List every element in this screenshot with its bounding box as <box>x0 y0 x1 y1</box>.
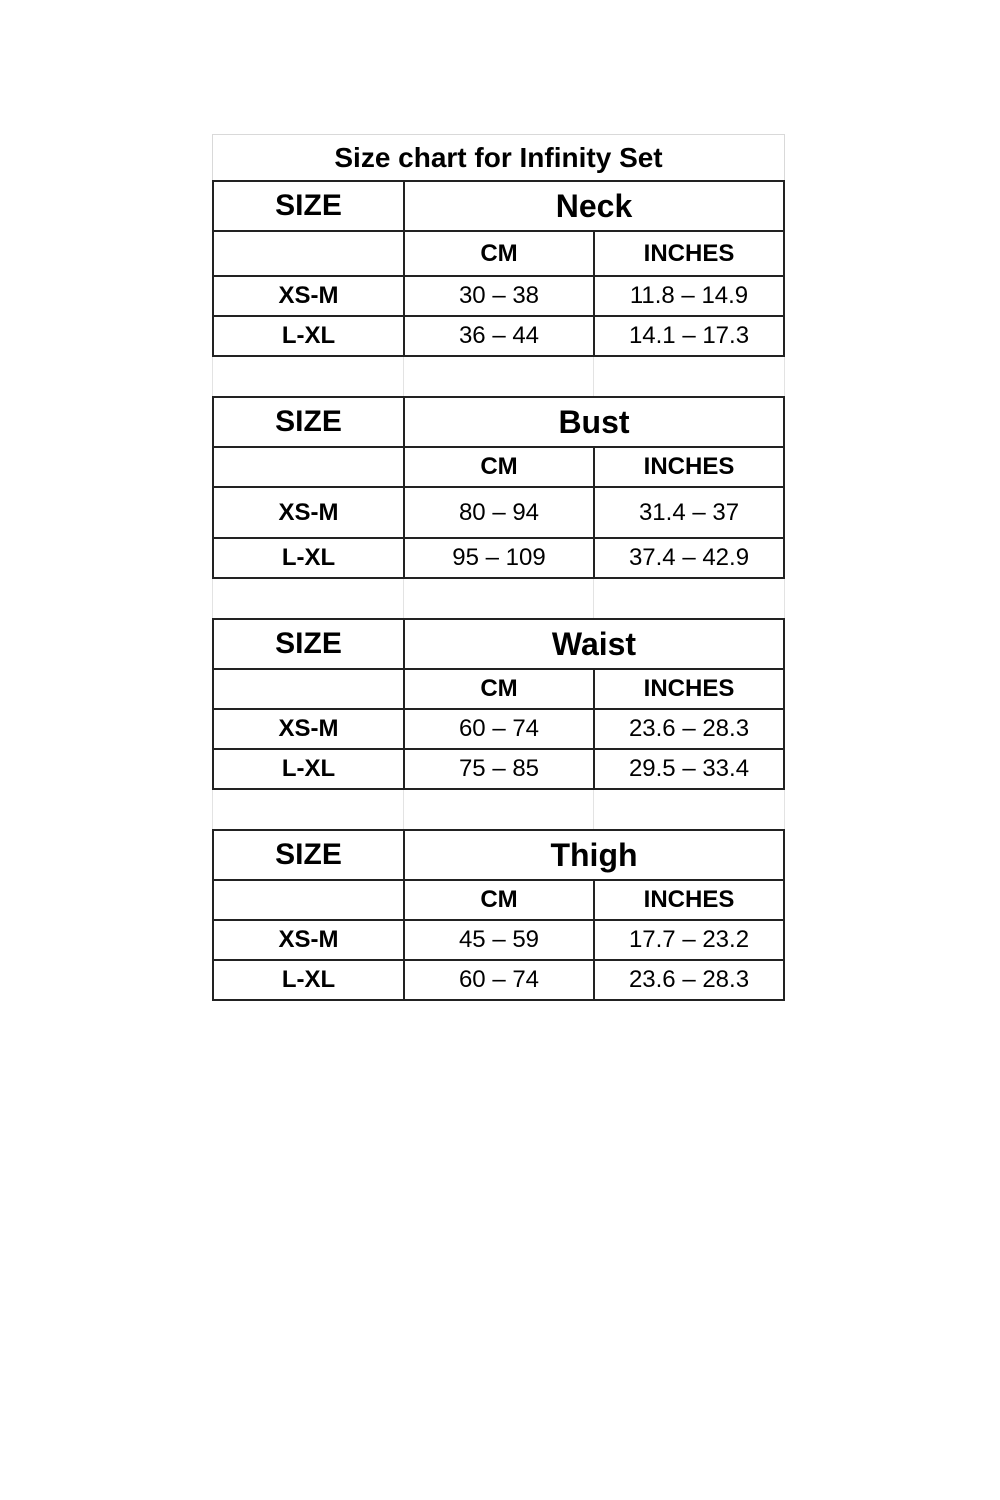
measure-header-thigh: Thigh <box>404 830 784 880</box>
inches-value: 23.6 – 28.3 <box>594 960 784 1000</box>
size-column-header: SIZE <box>213 397 404 447</box>
size-label: XS-M <box>213 709 404 749</box>
cm-column-header: CM <box>404 231 594 276</box>
empty-cell <box>213 880 404 920</box>
table-header-row <box>213 830 784 880</box>
unit-row <box>213 447 784 487</box>
table-header-row <box>213 397 784 447</box>
table-row <box>213 920 784 960</box>
inches-value: 11.8 – 14.9 <box>594 276 784 316</box>
cm-column-header: CM <box>404 669 594 709</box>
measure-header-neck: Neck <box>404 181 784 231</box>
inches-value: 31.4 – 37 <box>594 487 784 538</box>
thigh-size-table <box>212 829 785 1001</box>
table-header-row <box>213 181 784 231</box>
cm-column-header: CM <box>404 880 594 920</box>
table-header-row <box>213 619 784 669</box>
size-label: L-XL <box>213 960 404 1000</box>
spacer-row <box>212 579 785 618</box>
cm-value: 60 – 74 <box>404 709 594 749</box>
inches-column-header: INCHES <box>594 447 784 487</box>
cm-value: 80 – 94 <box>404 487 594 538</box>
empty-cell <box>213 669 404 709</box>
size-label: XS-M <box>213 487 404 538</box>
size-label: L-XL <box>213 316 404 356</box>
inches-column-header: INCHES <box>594 880 784 920</box>
unit-row <box>213 231 784 276</box>
table-row <box>213 487 784 538</box>
cm-value: 30 – 38 <box>404 276 594 316</box>
spacer-row <box>212 790 785 829</box>
bust-size-table <box>212 396 785 579</box>
table-row <box>213 538 784 578</box>
table-row <box>213 709 784 749</box>
size-label: XS-M <box>213 276 404 316</box>
inches-column-header: INCHES <box>594 231 784 276</box>
measure-header-bust: Bust <box>404 397 784 447</box>
size-column-header: SIZE <box>213 619 404 669</box>
cm-value: 75 – 85 <box>404 749 594 789</box>
inches-value: 23.6 – 28.3 <box>594 709 784 749</box>
size-label: XS-M <box>213 920 404 960</box>
size-chart-sheet <box>212 134 785 1001</box>
table-row <box>213 276 784 316</box>
inches-value: 17.7 – 23.2 <box>594 920 784 960</box>
size-label: L-XL <box>213 749 404 789</box>
size-column-header: SIZE <box>213 181 404 231</box>
empty-cell <box>213 447 404 487</box>
neck-size-table <box>212 180 785 357</box>
cm-value: 60 – 74 <box>404 960 594 1000</box>
cm-value: 45 – 59 <box>404 920 594 960</box>
table-row <box>213 316 784 356</box>
measure-header-waist: Waist <box>404 619 784 669</box>
inches-value: 37.4 – 42.9 <box>594 538 784 578</box>
size-column-header: SIZE <box>213 830 404 880</box>
cm-value: 36 – 44 <box>404 316 594 356</box>
chart-title: Size chart for Infinity Set <box>212 134 785 180</box>
table-row <box>213 749 784 789</box>
cm-value: 95 – 109 <box>404 538 594 578</box>
cm-column-header: CM <box>404 447 594 487</box>
waist-size-table <box>212 618 785 790</box>
size-label: L-XL <box>213 538 404 578</box>
inches-value: 29.5 – 33.4 <box>594 749 784 789</box>
inches-value: 14.1 – 17.3 <box>594 316 784 356</box>
empty-cell <box>213 231 404 276</box>
spacer-row <box>212 357 785 396</box>
table-row <box>213 960 784 1000</box>
unit-row <box>213 880 784 920</box>
inches-column-header: INCHES <box>594 669 784 709</box>
unit-row <box>213 669 784 709</box>
